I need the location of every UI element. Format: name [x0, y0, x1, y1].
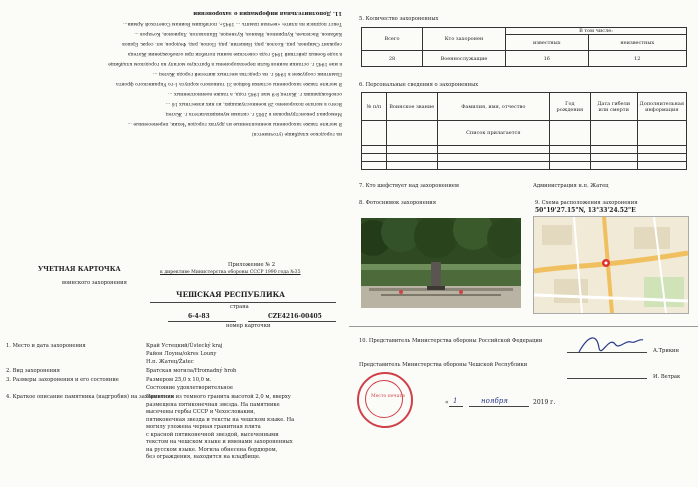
th-extra-info: Дополнительная информация — [637, 93, 686, 121]
right-page — [349, 0, 698, 487]
appendix-line1: Приложение № 2 — [228, 262, 276, 268]
field-4-value-line: пятиконечная звезда и тексты на чешском языке. На — [146, 416, 295, 423]
th-unknown: неизвестных — [588, 35, 686, 51]
field-1-value-line3: Н.п. Жатец/Žatec — [146, 359, 194, 365]
additional-info-rotated — [8, 4, 342, 154]
field-4-value-line: могилу уложена черная гранитная плита — [146, 424, 261, 430]
additional-info-title: 11. Дополнительная информация о захоронении — [193, 10, 342, 16]
cell-who: Военнослужащие — [423, 51, 506, 67]
field-2-label: 2. Вид захоронения — [6, 368, 60, 374]
th-known: известных — [506, 35, 589, 51]
field-4-value-line: размещена пятиконечная звезда. На памятнике — [146, 401, 280, 408]
appendix-line2: к директиве Министерства обороны СССР 1990 года №35 — [160, 270, 301, 275]
field-2-value: Братская могила/Hromadný hrob — [146, 368, 237, 374]
stamp-text: Место печати — [371, 394, 405, 399]
additional-info-line: на городское кладбище (уточняется) — [251, 131, 342, 136]
cell-known: 16 — [506, 51, 589, 67]
list-attached-note: Список прилагается — [437, 121, 549, 146]
field-3-value-line1: Размером 25,0 х 10,0 м. — [146, 377, 212, 383]
additional-info-line: Кабанов, Васильев, Куприянов, Иванов, Кузнецов, Шаповалов, Ларионов, Кочаров ... — [134, 31, 342, 36]
additional-info-line: В могиле также захоронены останки бойцов 31 танкового корпуса 1-го Украинского фронта — [116, 81, 342, 86]
date-day-line — [449, 406, 463, 407]
th-num: № п/п — [362, 93, 387, 121]
field-3-label: 3. Размеры захоронения и его состояние — [6, 377, 119, 383]
additional-info-line: Всего в могиле похоронено 28 военнослужащих, из них известных 16 ... — [165, 101, 342, 106]
th-in-that-number: В том числе: — [506, 28, 687, 35]
field-4-value-line: Памятник из темного гранита высотой 2,0 м, вверху — [146, 394, 291, 400]
burial-photo — [361, 218, 521, 308]
th-name: Фамилия, имя, отчество — [437, 93, 549, 121]
field-4-value-line: с красной пятиконечной звездой, высеченными — [146, 431, 279, 438]
divider — [349, 326, 698, 327]
rep1-name: А.Трикин — [653, 348, 679, 354]
additional-info-line: в ходе боевых действий 1945 года советские воины погибли при освобождении Жатеца — [127, 51, 342, 56]
th-birth-year: Год рождения — [549, 93, 590, 121]
additional-info-line: В могиле также захоронены военнопленные из других городов Чехии, перенесенные ... — [127, 121, 342, 126]
section-9-title: 9. Схема расположения захоронения — [535, 200, 638, 206]
country-underline — [150, 302, 336, 303]
field-4-value-line: на русском языке. Могила обнесена бордюром, — [146, 446, 278, 453]
th-death-date: Дата гибели или смерти — [590, 93, 637, 121]
personal-info-table — [361, 92, 687, 170]
card-subtitle: воинского захоронения — [62, 280, 127, 286]
field-3-value-line2: Состояние удовлетворительное — [146, 385, 233, 391]
section-6-title: 6. Персональные сведения о захороненных — [359, 82, 479, 88]
section-5-title: 5. Количество захороненных — [359, 16, 439, 22]
field-1-label: 1. Место и дата захоронения — [6, 343, 86, 349]
additional-info-line: Мемориал реконструирован в 2005 г. силами муниципалитета г. Жатец — [165, 111, 342, 116]
section-7-value: Администрация н.п. Жатец — [533, 183, 609, 189]
additional-info-line: освобождавших г. Жатец 8-9 мая 1945 года, а также военнопленных ... — [168, 91, 342, 96]
field-4-value-line: без ограждения, находится на кладбище. — [146, 454, 261, 460]
date-year: 2019 г. — [533, 399, 556, 406]
rep2-name: И. Ветрак — [653, 374, 681, 380]
th-rank: Воинское звание — [386, 93, 437, 121]
location-map — [533, 216, 689, 314]
th-total: Всего — [362, 28, 423, 51]
card-title: УЧЕТНАЯ КАРТОЧКА — [38, 265, 121, 273]
code-right-underline — [248, 321, 336, 322]
map-coordinates: 50°19'27.15"N, 13°33'24.52"E — [535, 207, 636, 214]
code-left-underline — [168, 321, 236, 322]
date-day: 1 — [453, 397, 458, 405]
field-4-label: 4. Краткое описание памятника (надгробия) на захоронении — [6, 394, 175, 400]
cell-total: 28 — [362, 51, 423, 67]
date-month: ноября — [481, 397, 508, 405]
cell-unknown: 12 — [588, 51, 686, 67]
burials-count-table — [361, 27, 687, 67]
date-month-line — [469, 406, 529, 407]
card-number-label: номер карточки — [226, 323, 271, 329]
additional-info-line: Памятник сооружен в 1946 г. на средства местных жителей города Жатец ... — [153, 71, 342, 76]
rep1-signature — [575, 330, 645, 358]
date-open-quote: « — [445, 399, 449, 406]
rep2-label: Представитель Министерства обороны Чешской Республики — [359, 362, 528, 368]
field-1-value-line1: Край Устецкий/Ústecký kraj — [146, 343, 223, 349]
field-1-value-line2: Район Лоуны/okres Louny — [146, 351, 217, 357]
additional-info-line: в мае 1945 г. останки воинов были перезахоронены в братскую могилу на городском кладбище — [108, 61, 342, 66]
additional-info-line: сержант Смирнов, ряд. Козлов, ряд. Никитин, ряд. Попов, ряд. Федоров, мл. серж. Ершов — [122, 41, 342, 46]
code-left: 6-4-83 — [188, 313, 210, 320]
additional-info-line: Текст подписи на плите: «вечная память ... 1945», погибшим Воинам Советской Армии... — [123, 21, 342, 26]
official-stamp — [357, 372, 413, 428]
country-name: ЧЕШСКАЯ РЕСПУБЛИКА — [176, 290, 286, 299]
country-label: страна — [230, 304, 249, 310]
rep2-signature-line — [567, 378, 647, 379]
th-who: Кто захоронен — [423, 28, 506, 51]
field-4-value-line: текстом на чешском языке и именами захороненных — [146, 439, 293, 445]
section-7-label: 7. Кто шефствует над захоронением — [359, 183, 459, 189]
section-8-title: 8. Фотоснимок захоронения — [359, 200, 437, 206]
section-10-title: 10. Представитель Министерства обороны Российской Федерации — [359, 338, 543, 344]
field-4-value-line: высечены гербы СССР и Чехословакии, — [146, 409, 256, 415]
code-right: CZE4216-00405 — [268, 313, 322, 320]
